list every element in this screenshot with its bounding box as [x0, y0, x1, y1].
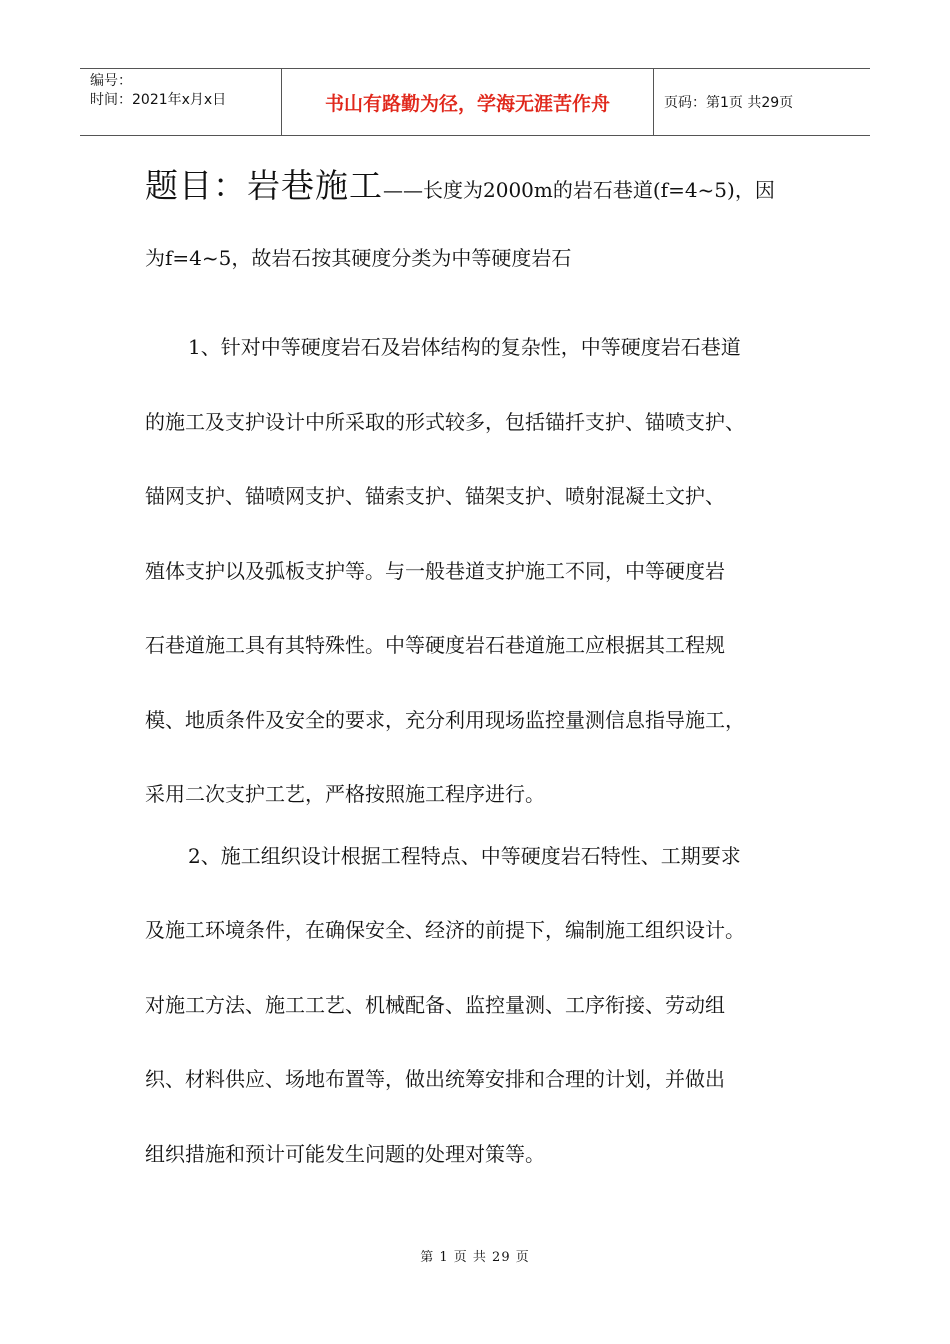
paragraph-2-line: 组织措施和预计可能发生问题的处理对策等。 — [145, 1142, 545, 1166]
paragraph-1-line: 模、地质条件及安全的要求，充分利用现场监控量测信息指导施工， — [145, 708, 745, 732]
title-line-2: 为f=4~5，故岩石按其硬度分类为中等硬度岩石 — [145, 246, 572, 270]
document-title — [145, 166, 775, 212]
paragraph-1-line: 采用二次支护工艺，严格按照施工程序进行。 — [145, 782, 545, 806]
header-page-info: 页码：第1页 共29页 — [664, 95, 794, 111]
title-main: 题目：岩巷施工 — [145, 166, 383, 205]
header-motto: 书山有路勤为径，学海无涯苦作舟 — [282, 69, 654, 135]
paragraph-1-line: 石巷道施工具有其特殊性。中等硬度岩石巷道施工应根据其工程规 — [145, 633, 725, 657]
title-rest: ——长度为2000m的岩石巷道(f=4~5)，因 — [383, 178, 775, 202]
page-footer: 第 1 页 共 29 页 — [420, 1250, 530, 1265]
time-label: 时间：2021年x月x日 — [90, 92, 227, 108]
number-label: 编号： — [90, 73, 132, 89]
paragraph-1-line: 锚网支护、锚喷网支护、锚索支护、锚架支护、喷射混凝土文护、 — [145, 484, 725, 508]
paragraph-1-line: 1、针对中等硬度岩石及岩体结构的复杂性，中等硬度岩石巷道 — [188, 335, 741, 359]
paragraph-2-line: 织、材料供应、场地布置等，做出统筹安排和合理的计划，并做出 — [145, 1067, 725, 1091]
page-header — [80, 68, 870, 136]
paragraph-2-line: 及施工环境条件，在确保安全、经济的前提下，编制施工组织设计。 — [145, 918, 745, 942]
paragraph-2-line: 2、施工组织设计根据工程特点、中等硬度岩石特性、工期要求 — [188, 844, 741, 868]
paragraph-1-line: 的施工及支护设计中所采取的形式较多，包括锚扦支护、锚喷支护、 — [145, 410, 745, 434]
paragraph-1-line: 殖体支护以及弧板支护等。与一般巷道支护施工不同，中等硬度岩 — [145, 559, 725, 583]
paragraph-2-line: 对施工方法、施工工艺、机械配备、监控量测、工序衔接、劳动组 — [145, 993, 725, 1017]
header-meta — [80, 69, 282, 135]
